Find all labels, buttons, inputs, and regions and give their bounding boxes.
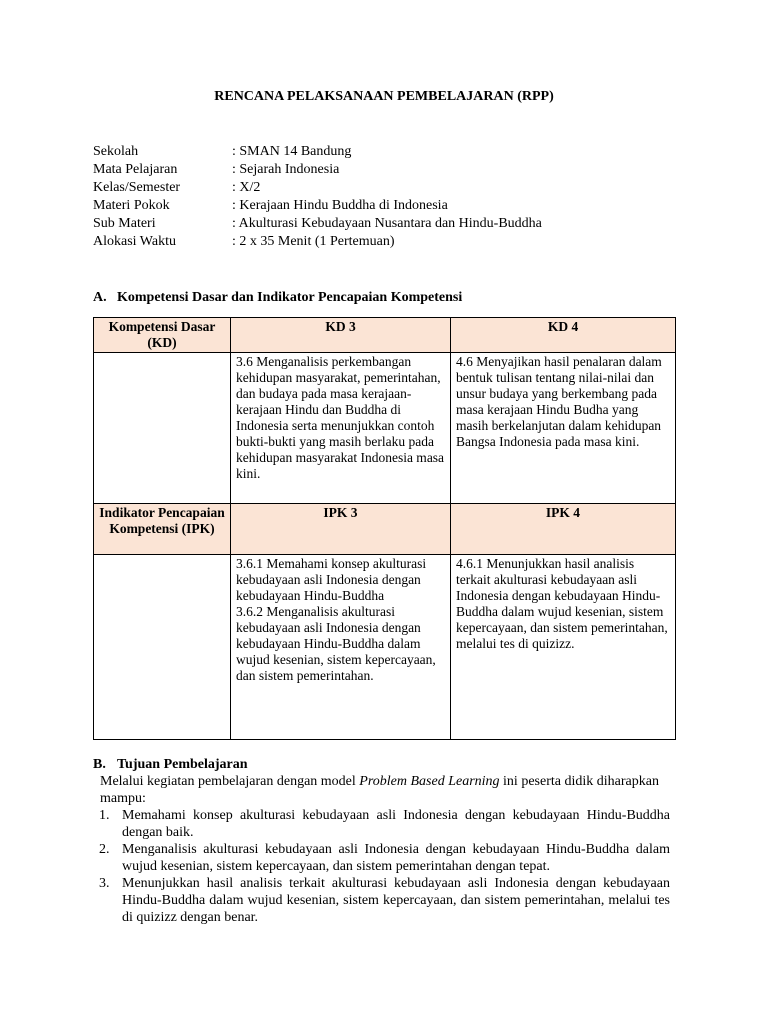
identity-info	[93, 143, 693, 251]
ipk-header-cell: Indikator Pencapaian Kompetensi (IPK)	[94, 504, 231, 555]
ipk-header-row	[94, 504, 676, 555]
kd-empty-cell	[94, 353, 231, 504]
info-label: Kelas/Semester	[93, 180, 181, 195]
info-row-materi-pokok	[93, 197, 693, 215]
info-label: Sekolah	[93, 144, 139, 159]
list-item	[100, 841, 670, 875]
ipk3-header-cell: IPK 3	[231, 504, 451, 555]
info-value: : X/2	[232, 180, 261, 195]
goal-text: Menunjukkan hasil analisis terkait akulturasi kebudayaan asli Indonesia dengan kebudayaan Hindu-Buddha dalam wujud kesenian, sistem kepercayaan, dan sistem pemerintahan, melalui tes di quizizz dengan benar.	[122, 876, 670, 925]
kd-content-row	[94, 353, 676, 504]
goal-number: 1.	[99, 808, 110, 823]
goal-list	[100, 807, 670, 926]
page-title: RENCANA PELAKSANAAN PEMBELAJARAN (RPP)	[214, 89, 554, 104]
ipk4-text-cell: 4.6.1 Menunjukkan hasil analisis terkait akulturasi kebudayaan asli Indonesia dengan kebudayaan Hindu-Buddha dalam wujud kesenian, sistem kepercayaan, dan sistem pemerintahan, melalui tes di quizizz.	[451, 555, 676, 740]
ipk-empty-cell	[94, 555, 231, 740]
ipk-content-row	[94, 555, 676, 740]
info-row-alokasi-waktu	[93, 233, 693, 251]
goal-text: Memahami konsep akulturasi kebudayaan asli Indonesia dengan kebudayaan Hindu-Buddha dengan baik.	[122, 808, 670, 840]
section-b	[93, 756, 670, 926]
competency-table	[93, 317, 676, 740]
info-value: : Kerajaan Hindu Buddha di Indonesia	[232, 198, 448, 213]
goal-text: Menganalisis akulturasi kebudayaan asli Indonesia dengan kebudayaan Hindu-Buddha dalam wujud kesenian, sistem kepercayaan, dan sistem pemerintahan dengan tepat.	[122, 842, 670, 874]
info-label: Sub Materi	[93, 216, 156, 231]
ipk4-header-cell: IPK 4	[451, 504, 676, 555]
info-row-sekolah	[93, 143, 693, 161]
kd4-text-cell: 4.6 Menyajikan hasil penalaran dalam bentuk tulisan tentang nilai-nilai dan unsur budaya yang berkembang pada masa kerajaan Hindu Budha yang masih berkelanjutan dalam kehidupan Bangsa Indonesia pada masa kini.	[451, 353, 676, 504]
info-value: : 2 x 35 Menit (1 Pertemuan)	[232, 234, 395, 249]
intro-text-after: ini peserta didik diharapkan mampu:	[100, 774, 659, 806]
ipk3-text-2: 3.6.2 Menganalisis akulturasi kebudayaan asli Indonesia dengan kebudayaan Hindu-Buddha dalam wujud kesenian, sistem kepercayaan, dan sistem pemerintahan.	[236, 604, 436, 683]
kd3-header-cell: KD 3	[231, 318, 451, 353]
info-value: : Sejarah Indonesia	[232, 162, 340, 177]
kd4-header-cell: KD 4	[451, 318, 676, 353]
section-a-heading	[93, 289, 462, 306]
info-label: Materi Pokok	[93, 198, 170, 213]
intro-model-name: Problem Based Learning	[359, 774, 500, 789]
info-value: : SMAN 14 Bandung	[232, 144, 352, 159]
info-label: Mata Pelajaran	[93, 162, 178, 177]
section-a-title: Kompetensi Dasar dan Indikator Pencapaian Kompetensi	[117, 290, 463, 305]
info-row-kelas-semester	[93, 179, 693, 197]
list-item	[100, 807, 670, 841]
section-a-number: A.	[93, 290, 107, 305]
section-b-title: Tujuan Pembelajaran	[117, 757, 248, 772]
goal-number: 3.	[99, 876, 110, 891]
goal-number: 2.	[99, 842, 110, 857]
section-b-intro	[100, 773, 670, 807]
intro-text-before: Melalui kegiatan pembelajaran dengan model	[100, 774, 360, 789]
kd-header-row	[94, 318, 676, 353]
ipk3-text-1: 3.6.1 Memahami konsep akulturasi kebudayaan asli Indonesia dengan kebudayaan Hindu-Buddha	[236, 556, 427, 603]
info-row-sub-materi	[93, 215, 693, 233]
kd3-text-cell: 3.6 Menganalisis perkembangan kehidupan masyarakat, pemerintahan, dan budaya pada masa kerajaan-kerajaan Hindu dan Buddha di Indonesia serta menunjukkan contoh bukti-bukti yang masih berlaku pada kehidupan masyarakat Indonesia masa kini.	[231, 353, 451, 504]
ipk3-text-cell	[231, 555, 451, 740]
info-label: Alokasi Waktu	[93, 234, 176, 249]
list-item	[100, 875, 670, 926]
info-row-mata-pelajaran	[93, 161, 693, 179]
section-b-number: B.	[93, 757, 106, 772]
info-value: : Akulturasi Kebudayaan Nusantara dan Hindu-Buddha	[232, 216, 542, 231]
kd-header-cell: Kompetensi Dasar (KD)	[94, 318, 231, 353]
section-b-heading	[93, 756, 670, 773]
